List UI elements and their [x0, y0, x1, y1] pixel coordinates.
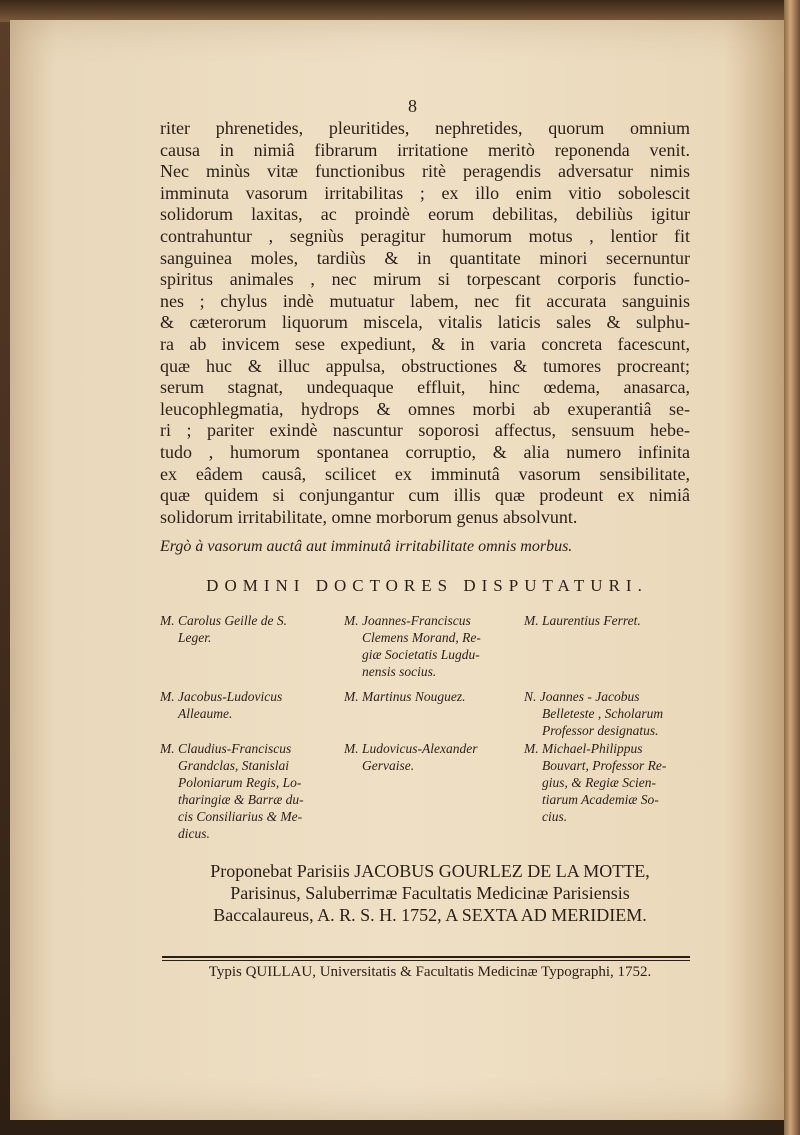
doctor-name-line: Bouvart, Professor Re-	[542, 758, 667, 773]
proponebat-line: Baccalaureus, A. R. S. H. 1752, A SEXTA AD MERIDIEM.	[213, 905, 647, 925]
doctor-name-line: Clemens Morand, Re-	[362, 630, 481, 645]
body-line: nes ; chylus indè mutuatur labem, nec fit accurata sanguinis	[160, 290, 690, 311]
proponebat-line: Parisinus, Saluberrimæ Facultatis Medicinæ Parisiensis	[230, 883, 630, 903]
doctor-name-line: Belleteste , Scholarum	[542, 706, 664, 721]
body-line: quæ huc & illuc appulsa, obstructiones & tumores procreant;	[160, 355, 690, 376]
imprint-rule	[162, 956, 690, 958]
body-line: Nec minùs vitæ functionibus ritè peragendis adversatur nimis	[160, 161, 690, 182]
doctor-name-line: tharingiæ & Barræ du-	[178, 792, 304, 807]
body-line: riter phrenetides, pleuritides, nephretides, quorum omnium	[160, 118, 690, 138]
doctor-name-line: M. Carolus Geille de S.	[160, 613, 287, 628]
body-paragraph	[160, 118, 690, 528]
doctor-name-line: gius, & Regiæ Scien-	[542, 775, 656, 790]
doctor-entry	[160, 740, 340, 842]
doctor-entry	[344, 688, 524, 705]
doctor-name-line: M. Jacobus-Ludovicus	[160, 689, 283, 704]
doctor-name-line: Poloniarum Regis, Lo-	[178, 775, 302, 790]
body-line: tudo , humorum spontanea corruptio, & alia numero infinita	[160, 441, 690, 462]
doctors-heading: DOMINI DOCTORES DISPUTATURI.	[206, 576, 648, 595]
doctor-name-line: tiarum Academiæ So-	[542, 792, 659, 807]
body-line: leucophlegmatia, hydrops & omnes morbi ab exuperantiâ se-	[160, 398, 690, 419]
book-binding-top	[0, 0, 800, 22]
doctor-name-line: Grandclas, Stanislai	[178, 758, 290, 773]
doctor-name-line: giæ Societatis Lugdu-	[362, 647, 480, 662]
doctor-name-line: M. Claudius-Franciscus	[160, 741, 292, 756]
doctor-entry	[524, 612, 704, 629]
body-line: ra ab invicem sese expediunt, & in varia concreta facescunt,	[160, 333, 690, 354]
imprint-rule-thin	[162, 960, 690, 961]
body-line: serum stagnat, undequaque effluit, hinc œdema, anasarca,	[160, 377, 690, 398]
doctor-name-line: M. Ludovicus-Alexander	[344, 741, 478, 756]
body-line: causa in nimiâ fibrarum irritatione meritò reponenda venit.	[160, 139, 690, 160]
doctor-name-line: Gervaise.	[362, 758, 415, 773]
proponebat-line: Proponebat Parisiis JACOBUS GOURLEZ DE LA MOTTE,	[210, 861, 650, 881]
doctor-name-line: M. Laurentius Ferret.	[524, 613, 641, 628]
doctor-entry	[344, 740, 524, 774]
page-number: 8	[408, 96, 417, 116]
doctor-name-line: nensis socius.	[362, 664, 437, 679]
doctor-name-line: N. Joannes - Jacobus	[524, 689, 640, 704]
proponebat-block	[160, 860, 700, 926]
body-line: solidorum laxitas, ac proindè eorum debilitas, debiliùs igitur	[160, 204, 690, 225]
body-line: solidorum irritabilitate, omne morborum genus absolvunt.	[160, 506, 578, 527]
printer-imprint: Typis QUILLAU, Universitatis & Facultatis Medicinæ Typographi, 1752.	[208, 964, 652, 980]
doctor-name-line: M. Michael-Philippus	[524, 741, 643, 756]
body-line: spiritus animales , nec mirum si torpescant corporis functio-	[160, 269, 690, 290]
doctor-name-line: Professor designatus.	[542, 723, 659, 738]
body-line: ri ; pariter exindè nascuntur soporosi affectus, sensuum hebe-	[160, 420, 690, 441]
doctor-name-line: M. Joannes-Franciscus	[344, 613, 471, 628]
doctor-name-line: Alleaume.	[178, 706, 233, 721]
body-line: quæ quidem si conjungantur cum illis quæ prodeunt ex nimiâ	[160, 485, 690, 506]
body-line: ex eâdem causâ, scilicet ex imminutâ vasorum sensibilitate,	[160, 463, 690, 484]
doctor-entry	[160, 688, 340, 722]
doctor-entry	[160, 612, 340, 646]
doctor-entry	[344, 612, 524, 680]
doctor-entry	[524, 688, 704, 739]
doctor-name-line: M. Martinus Nouguez.	[344, 689, 466, 704]
doctor-name-line: Leger.	[178, 630, 212, 645]
doctor-name-line: cius.	[542, 809, 568, 824]
body-line: sanguinea moles, tardiùs & in quantitate minori secernuntur	[160, 247, 690, 268]
conclusion-line: Ergò à vasorum auctâ aut imminutâ irritabilitate omnis morbus.	[160, 538, 573, 555]
doctor-entry	[524, 740, 704, 825]
body-line: imminuta vasorum irritabilitas ; ex illo enim vitio sobolescit	[160, 182, 690, 203]
body-line: & cæterorum liquorum miscela, vitalis laticis sales & sulphu-	[160, 312, 690, 333]
doctor-name-line: dicus.	[178, 826, 210, 841]
body-line: contrahuntur , segniùs peragitur humorum motus , lentior fit	[160, 225, 690, 246]
doctor-name-line: cis Consiliarius & Me-	[178, 809, 303, 824]
page-edge	[784, 0, 800, 1135]
